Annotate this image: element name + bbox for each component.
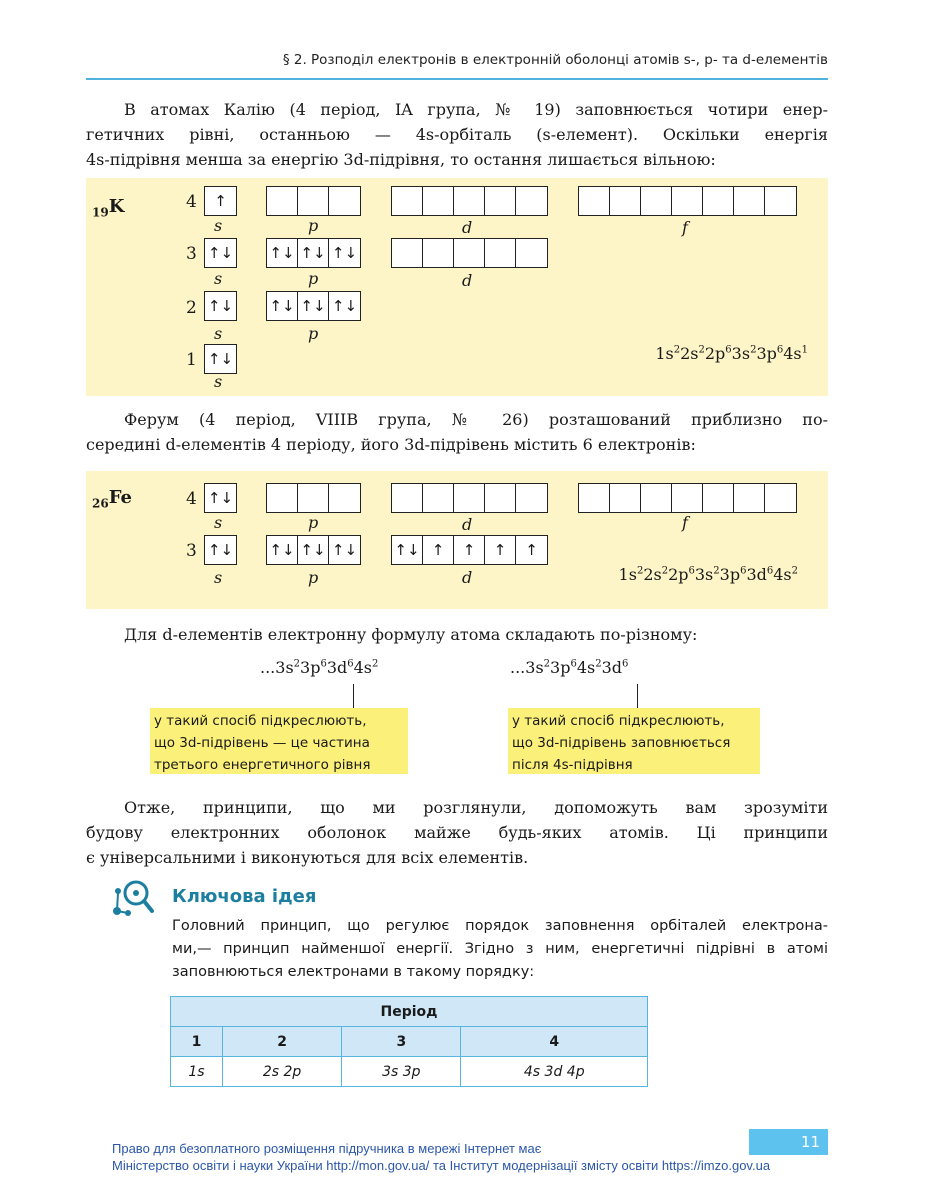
table-row <box>171 1057 648 1087</box>
table-cell: 4s 3d 4p <box>461 1057 648 1087</box>
sublevel-label: p <box>308 269 319 288</box>
sublevel-label: p <box>308 568 319 587</box>
text-line: Ферум (4 період, VIIIB група, № 26) розташований приблизно по- <box>124 410 828 429</box>
potassium-orbital-diagram <box>86 178 828 396</box>
text-line: заповнюються електронами в такому порядку: <box>172 964 535 980</box>
sublevel-label: s <box>214 269 223 288</box>
key-idea-title: Ключова ідея <box>172 886 317 907</box>
orbital-4f <box>578 186 797 216</box>
level-number: 1 <box>186 350 197 370</box>
orbital-4d <box>391 483 548 513</box>
magnifier-molecule-icon <box>110 879 156 919</box>
orbital-4s: ↑↓ <box>204 483 237 513</box>
text-line: Головний принцип, що регулює порядок заповнення орбіталей електрона- <box>172 918 828 934</box>
paragraph-d-elements <box>86 622 828 647</box>
table-header-cell: 4 <box>461 1027 648 1057</box>
electron-formula: $1s^22s^22p^63s^23p^64s^1$ <box>655 344 808 363</box>
sublevel-label: d <box>462 218 473 237</box>
period-table <box>170 996 648 1087</box>
table-cell: 2s 2p <box>222 1057 341 1087</box>
header-rule <box>86 78 828 80</box>
text-line: будову електронних оболонок майже будь-яких атомів. Ці принципи <box>86 823 828 842</box>
electron-formula: $1s^22s^22p^63s^23p^63d^64s^2$ <box>618 565 798 584</box>
paragraph-iron <box>86 407 828 457</box>
variant-formula-1: $...3s^23p^63d^64s^2$ <box>260 658 379 677</box>
text-line: 4s-підрівня менша за енергію 3d-підрівня, то остання лишається вільною: <box>86 150 716 169</box>
orbital-3p: ↑↓ ↑↓ ↑↓ <box>266 535 361 565</box>
sublevel-label: s <box>214 372 223 391</box>
text-line: ми,— принцип найменшої енергії. Згідно з ним, енергетичні підрівні в атомі <box>172 941 828 957</box>
table-header-cell: 3 <box>342 1027 461 1057</box>
sublevel-label: s <box>214 513 223 532</box>
key-idea-text <box>172 915 828 984</box>
connector-line <box>353 684 354 710</box>
text-line: Для d-елементів електронну формулу атома складають по-різному: <box>124 625 698 644</box>
orbital-3s: ↑↓ <box>204 238 237 268</box>
level-number: 3 <box>186 541 197 561</box>
text-line: Отже, принципи, що ми розглянули, допоможуть вам зрозуміти <box>124 798 828 817</box>
table-header-row <box>171 1027 648 1057</box>
page-number: 11 <box>749 1129 828 1155</box>
table-cell: 3s 3p <box>342 1057 461 1087</box>
sublevel-label: s <box>214 324 223 343</box>
iron-orbital-diagram <box>86 471 828 609</box>
sublevel-label: s <box>214 568 223 587</box>
sublevel-label: p <box>308 216 319 235</box>
table-header-cell: 1 <box>171 1027 223 1057</box>
note-variant-2: у такий спосіб підкреслюють, що 3d-підрівень заповнюється після 4s-підрівня <box>508 708 760 774</box>
element-symbol: $_{26}$Fe <box>92 487 132 511</box>
header-title: § 2. Розподіл електронів в електронній оболонці атомів s-, p- та d-елементів <box>282 52 828 68</box>
orbital-2s: ↑↓ <box>204 291 237 321</box>
running-header <box>86 50 828 80</box>
sublevel-label: d <box>462 271 473 290</box>
text-line: гетичних рівні, останньою — 4s-орбіталь (s-елемент). Оскільки енергія <box>86 125 828 144</box>
note-variant-1: у такий спосіб підкреслюють, що 3d-підрівень — це частина третього енергетичного рівня <box>150 708 408 774</box>
orbital-4p <box>266 483 361 513</box>
orbital-4f <box>578 483 797 513</box>
text-line: є універсальними і виконуються для всіх елементів. <box>86 848 529 867</box>
orbital-4p <box>266 186 361 216</box>
orbital-2p: ↑↓ ↑↓ ↑↓ <box>266 291 361 321</box>
footer-line: Право для безоплатного розміщення підручника в мережі Інтернет має <box>112 1141 542 1156</box>
table-cell: 1s <box>171 1057 223 1087</box>
table-header-cell: 2 <box>222 1027 341 1057</box>
sublevel-label: p <box>308 513 319 532</box>
table-caption-row <box>171 997 648 1027</box>
level-number: 3 <box>186 244 197 264</box>
text-line: середині d-елементів 4 періоду, його 3d-підрівень містить 6 електронів: <box>86 435 696 454</box>
orbital-4d <box>391 186 548 216</box>
footer-line: Міністерство освіти і науки України http://mon.gov.ua/ та Інститут модернізації змісту освіти https://imzo.gov.ua <box>112 1158 771 1173</box>
sublevel-label: f <box>682 218 688 237</box>
sublevel-label: p <box>308 324 319 343</box>
level-number: 4 <box>186 192 197 212</box>
variant-formula-2: $...3s^23p^64s^23d^6$ <box>510 658 629 677</box>
sublevel-label: d <box>462 515 473 534</box>
orbital-3d: ↑↓ ↑ ↑ ↑ ↑ <box>391 535 548 565</box>
footer-rights <box>112 1140 770 1174</box>
paragraph-conclusion <box>86 795 828 870</box>
table-caption: Період <box>171 997 648 1027</box>
sublevel-label: f <box>682 513 688 532</box>
connector-line <box>637 684 638 710</box>
level-number: 4 <box>186 489 197 509</box>
orbital-3d <box>391 238 548 268</box>
orbital-4s: ↑ <box>204 186 237 216</box>
text-line: В атомах Калію (4 період, IA група, № 19) заповнюється чотири енер- <box>124 100 828 119</box>
level-number: 2 <box>186 298 197 318</box>
sublevel-label: d <box>462 568 473 587</box>
element-symbol: $_{19}$K <box>92 196 125 220</box>
paragraph-potassium <box>86 97 828 172</box>
orbital-3p: ↑↓ ↑↓ ↑↓ <box>266 238 361 268</box>
sublevel-label: s <box>214 216 223 235</box>
orbital-1s: ↑↓ <box>204 344 237 374</box>
orbital-3s: ↑↓ <box>204 535 237 565</box>
